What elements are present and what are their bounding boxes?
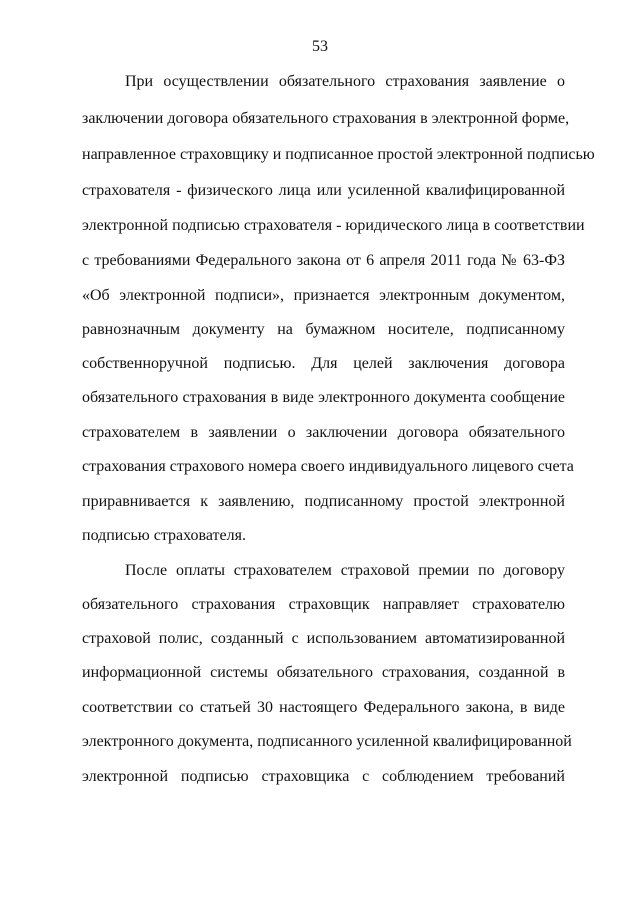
paragraph-1-line-8: равнозначным документу на бумажном носителе, подписанному: [82, 321, 565, 338]
paragraph-1-line-3: направленное страховщику и подписанное простой электронной подписью: [82, 146, 595, 163]
paragraph-1-line-1: При осуществлении обязательного страхования заявление о: [125, 73, 565, 90]
paragraph-2-line-1: После оплаты страхователем страховой премии по договору: [125, 562, 565, 579]
paragraph-1-line-2: заключении договора обязательного страхования в электронной форме,: [82, 110, 570, 127]
paragraph-1-line-6: с требованиями Федерального закона от 6 апреля 2011 года № 63-ФЗ: [82, 252, 565, 269]
paragraph-2-line-7: электронной подписью страховщика с соблюдением требований: [82, 768, 565, 785]
paragraph-1-line-5: электронной подписью страхователя - юридического лица в соответствии: [82, 217, 585, 234]
paragraph-2-line-2: обязательного страхования страховщик направляет страхователю: [82, 596, 565, 613]
paragraph-1-line-13: приравнивается к заявлению, подписанному простой электронной: [82, 493, 565, 510]
paragraph-2-line-4: информационной системы обязательного страхования, созданной в: [82, 664, 565, 681]
paragraph-1-line-7: «Об электронной подписи», признается электронным документом,: [82, 287, 565, 304]
paragraph-1-line-12: страхования страхового номера своего индивидуального лицевого счета: [82, 458, 574, 475]
paragraph-1-line-9: собственноручной подписью. Для целей заключения договора: [82, 355, 565, 372]
paragraph-1-line-11: страхователем в заявлении о заключении договора обязательного: [82, 424, 565, 441]
paragraph-1-line-4: страхователя - физического лица или усиленной квалифицированной: [82, 182, 565, 199]
paragraph-1-line-14: подписью страхователя.: [82, 527, 246, 544]
paragraph-1-line-10: обязательного страхования в виде электронного документа сообщение: [82, 389, 565, 406]
paragraph-2-line-5: соответствии со статьей 30 настоящего Федерального закона, в виде: [82, 699, 565, 716]
paragraph-2-line-3: страховой полис, созданный с использованием автоматизированной: [82, 630, 565, 647]
page-number: 53: [312, 38, 328, 55]
paragraph-2-line-6: электронного документа, подписанного усиленной квалифицированной: [82, 733, 572, 750]
